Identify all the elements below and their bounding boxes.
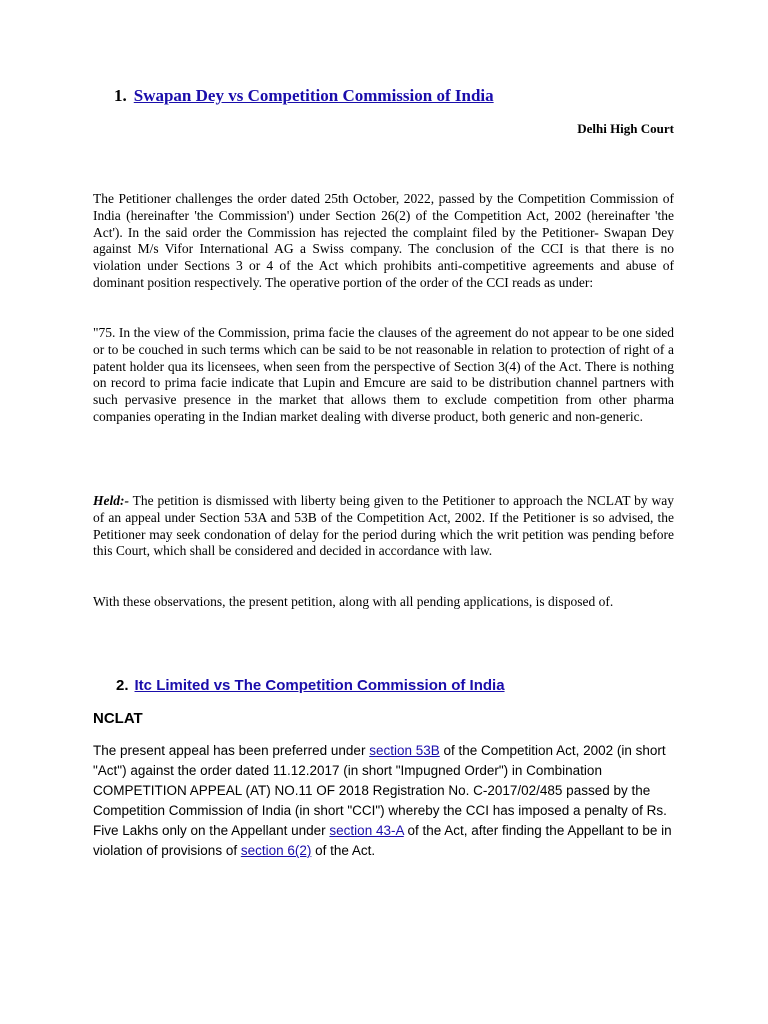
section-53b-link[interactable]: section 53B: [369, 743, 440, 758]
case-1-number: 1.: [114, 86, 127, 105]
case-2-text-a: The present appeal has been preferred under: [93, 743, 370, 758]
case-2-text-b: of the Competition Act, 2002 (in short "Act") against the order dated 11.12.2017 (in short "Impugned Order") in Combination COMPETITION APPEAL (AT) NO.11 OF 2018 Registration No. C-2017/02/485 passed by the Competition Commission of India (in short "CCI") whereby the CCI has imposed a penalty of Rs. Five Lakhs only on the Appellant under: [93, 743, 667, 838]
held-text: The petition is dismissed with liberty being given to the Petitioner to approach the NCLAT by way of an appeal under Section 53A and 53B of the Competition Act, 2002. If the Petitioner is so advised, the Petitioner may seek condonation of delay for the period during which the writ petition was pending before this Court, which shall be considered and decided in accordance with law.: [93, 493, 674, 559]
case-1-quote-paragraph: "75. In the view of the Commission, prima facie the clauses of the agreement do not appear to be one sided or to be couched in such terms which can be said to be not reasonable in relation to protection of right of a patent holder qua its licensees, when seen from the perspective of Section 3(4) of the Act. There is nothing on record to prima facie indicate that Lupin and Emcure are said to be distribution channel partners with such pervasive presence in the market that allows them to exclude competition from other pharma companies operating in the Indian market dealing with diverse product, both generic and non-generic.: [93, 325, 674, 424]
case-2-court: NCLAT: [93, 710, 143, 727]
case-2-text-c: of the Act, after finding the Appellant to be in violation of provisions of: [93, 823, 672, 858]
section-6-2-link[interactable]: section 6(2): [240, 843, 312, 858]
case-1-court: Delhi High Court: [577, 121, 674, 136]
case-1-title-link[interactable]: Swapan Dey vs Competition Commission of India: [133, 86, 494, 105]
case-2-number: 2.: [116, 677, 129, 694]
case-1-held-paragraph: [93, 493, 674, 560]
case-2-heading: [116, 677, 505, 694]
case-1-closing-paragraph: With these observations, the present petition, along with all pending applications, is disposed of.: [93, 594, 614, 609]
case-1-paragraph-1: The Petitioner challenges the order dated 25th October, 2022, passed by the Competition Commission of India (hereinafter 'the Commission') under Section 26(2) of the Competition Act, 2002 (hereinafter 'the Act'). In the said order the Commission has rejected the complaint filed by the Petitioner- Swapan Dey against M/s Vifor International AG a Swiss company. The conclusion of the CCI is that there is no violation under Sections 3 or 4 of the Act which prohibits anti-competitive agreements and abuse of dominant position respectively. The operative portion of the order of the CCI reads as under:: [93, 191, 674, 290]
case-2-text-d: of the Act.: [311, 843, 376, 858]
case-2-paragraph: [93, 741, 683, 861]
section-43a-link[interactable]: section 43-A: [329, 823, 404, 838]
case-1-heading: [114, 86, 494, 106]
held-label: Held:-: [93, 493, 129, 508]
case-2-title-link[interactable]: Itc Limited vs The Competition Commission of India: [134, 677, 505, 694]
